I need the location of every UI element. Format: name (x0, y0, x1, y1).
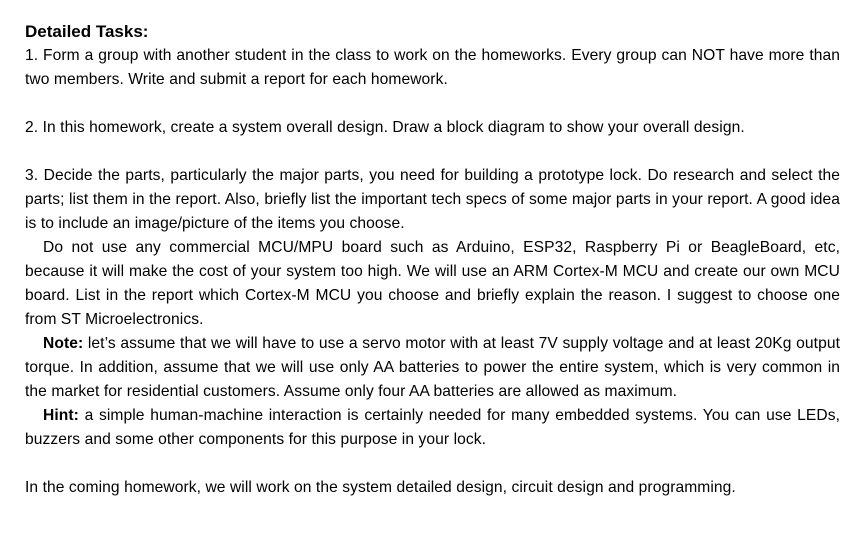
mcu-paragraph: Do not use any commercial MCU/MPU board such as Arduino, ESP32, Raspberry Pi or BeagleBoard, etc, because it will make the cost of your system too high. We will use an ARM Cortex-M MCU and create our own MCU board. List in the report which Cortex-M MCU you choose and briefly explain the reason. I suggest to choose one from ST Microelectronics. (25, 239, 840, 328)
document-body (25, 20, 840, 500)
task-3-paragraph: 3. Decide the parts, particularly the major parts, you need for building a prototype lock. Do research and select the parts; list them in the report. Also, briefly list the important tech specs of some major parts in your report. A good idea is to include an image/picture of the items you choose. (25, 167, 840, 232)
note-paragraph (25, 332, 840, 404)
section-heading: Detailed Tasks: (25, 22, 149, 41)
task-2-paragraph: 2. In this homework, create a system overall design. Draw a block diagram to show your overall design. (25, 119, 745, 136)
hint-paragraph (25, 404, 840, 452)
paragraph-spacer (25, 92, 840, 116)
hint-text: a simple human-machine interaction is certainly needed for many embedded systems. You can use LEDs, buzzers and some other components for this purpose in your lock. (25, 407, 840, 448)
note-text: let’s assume that we will have to use a servo motor with at least 7V supply voltage and at least 20Kg output torque. In addition, assume that we will use only AA batteries to power the entire system, which is very common in the market for residential customers. Assume only four AA batteries are allowed as maximum. (25, 335, 840, 400)
closing-paragraph: In the coming homework, we will work on the system detailed design, circuit design and programming. (25, 479, 736, 496)
hint-label: Hint: (43, 407, 79, 424)
paragraph-spacer (25, 452, 840, 476)
note-label: Note: (43, 335, 84, 352)
task-1-paragraph: 1. Form a group with another student in the class to work on the homeworks. Every group can NOT have more than two members. Write and submit a report for each homework. (25, 47, 840, 88)
paragraph-spacer (25, 140, 840, 164)
